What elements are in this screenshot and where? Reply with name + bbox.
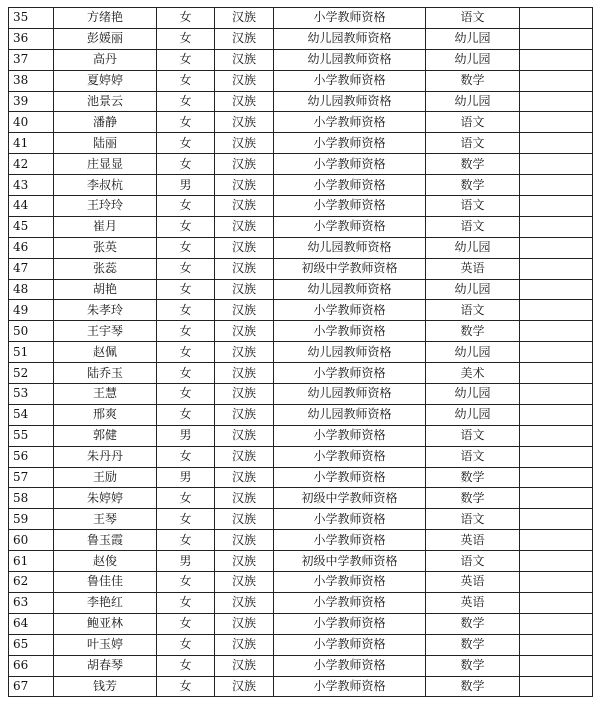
- sex-cell: 女: [157, 154, 215, 175]
- ethnicity-cell: 汉族: [215, 258, 274, 279]
- sex-cell: 女: [157, 216, 215, 237]
- qualification-cell: 小学教师资格: [274, 8, 426, 29]
- empty-cell: [520, 154, 593, 175]
- empty-cell: [520, 467, 593, 488]
- ethnicity-cell: 汉族: [215, 70, 274, 91]
- table-row: [9, 676, 593, 697]
- name-cell: 方绪艳: [54, 8, 157, 29]
- sex-cell: 女: [157, 404, 215, 425]
- sex-cell: 女: [157, 28, 215, 49]
- empty-cell: [520, 112, 593, 133]
- qualification-cell: 幼儿园教师资格: [274, 404, 426, 425]
- ethnicity-cell: 汉族: [215, 154, 274, 175]
- table-row: [9, 154, 593, 175]
- ethnicity-cell: 汉族: [215, 572, 274, 593]
- table-row: [9, 28, 593, 49]
- name-cell: 李叔杭: [54, 175, 157, 196]
- subject-cell: 语文: [426, 551, 520, 572]
- empty-cell: [520, 592, 593, 613]
- name-cell: 邢爽: [54, 404, 157, 425]
- ethnicity-cell: 汉族: [215, 488, 274, 509]
- table-row: [9, 216, 593, 237]
- sex-cell: 女: [157, 258, 215, 279]
- table-row: [9, 237, 593, 258]
- ethnicity-cell: 汉族: [215, 446, 274, 467]
- name-cell: 胡春琴: [54, 655, 157, 676]
- row-number-cell: 58: [9, 488, 54, 509]
- table-row: [9, 70, 593, 91]
- subject-cell: 美术: [426, 363, 520, 384]
- row-number-cell: 37: [9, 49, 54, 70]
- qualification-cell: 幼儿园教师资格: [274, 342, 426, 363]
- empty-cell: [520, 196, 593, 217]
- qualification-cell: 小学教师资格: [274, 467, 426, 488]
- subject-cell: 数学: [426, 676, 520, 697]
- row-number-cell: 41: [9, 133, 54, 154]
- ethnicity-cell: 汉族: [215, 91, 274, 112]
- subject-cell: 幼儿园: [426, 237, 520, 258]
- subject-cell: 数学: [426, 655, 520, 676]
- empty-cell: [520, 425, 593, 446]
- sex-cell: 女: [157, 655, 215, 676]
- subject-cell: 数学: [426, 175, 520, 196]
- subject-cell: 语文: [426, 8, 520, 29]
- table-row: [9, 112, 593, 133]
- table-row: [9, 300, 593, 321]
- qualification-cell: 小学教师资格: [274, 592, 426, 613]
- empty-cell: [520, 258, 593, 279]
- qualification-cell: 初级中学教师资格: [274, 551, 426, 572]
- ethnicity-cell: 汉族: [215, 363, 274, 384]
- name-cell: 王玲玲: [54, 196, 157, 217]
- subject-cell: 数学: [426, 154, 520, 175]
- row-number-cell: 45: [9, 216, 54, 237]
- qualification-cell: 小学教师资格: [274, 425, 426, 446]
- name-cell: 钱芳: [54, 676, 157, 697]
- table-row: [9, 8, 593, 29]
- table-row: [9, 488, 593, 509]
- empty-cell: [520, 363, 593, 384]
- sex-cell: 女: [157, 112, 215, 133]
- row-number-cell: 64: [9, 613, 54, 634]
- qualification-cell: 小学教师资格: [274, 446, 426, 467]
- row-number-cell: 48: [9, 279, 54, 300]
- qualification-cell: 小学教师资格: [274, 363, 426, 384]
- ethnicity-cell: 汉族: [215, 28, 274, 49]
- row-number-cell: 51: [9, 342, 54, 363]
- name-cell: 王励: [54, 467, 157, 488]
- empty-cell: [520, 488, 593, 509]
- name-cell: 叶玉婷: [54, 634, 157, 655]
- subject-cell: 英语: [426, 572, 520, 593]
- sex-cell: 女: [157, 634, 215, 655]
- subject-cell: 英语: [426, 530, 520, 551]
- ethnicity-cell: 汉族: [215, 425, 274, 446]
- table-row: [9, 258, 593, 279]
- sex-cell: 女: [157, 237, 215, 258]
- name-cell: 朱丹丹: [54, 446, 157, 467]
- table-row: [9, 321, 593, 342]
- row-number-cell: 65: [9, 634, 54, 655]
- name-cell: 高丹: [54, 49, 157, 70]
- empty-cell: [520, 300, 593, 321]
- subject-cell: 英语: [426, 258, 520, 279]
- row-number-cell: 54: [9, 404, 54, 425]
- table-row: [9, 634, 593, 655]
- ethnicity-cell: 汉族: [215, 509, 274, 530]
- table-row: [9, 467, 593, 488]
- name-cell: 池景云: [54, 91, 157, 112]
- table-row: [9, 613, 593, 634]
- ethnicity-cell: 汉族: [215, 384, 274, 405]
- sex-cell: 女: [157, 676, 215, 697]
- table-row: [9, 49, 593, 70]
- sex-cell: 女: [157, 446, 215, 467]
- sex-cell: 女: [157, 342, 215, 363]
- qualification-cell: 小学教师资格: [274, 196, 426, 217]
- table-row: [9, 572, 593, 593]
- sex-cell: 男: [157, 425, 215, 446]
- qualification-cell: 小学教师资格: [274, 676, 426, 697]
- sex-cell: 女: [157, 91, 215, 112]
- subject-cell: 语文: [426, 216, 520, 237]
- empty-cell: [520, 530, 593, 551]
- table-row: [9, 509, 593, 530]
- row-number-cell: 53: [9, 384, 54, 405]
- subject-cell: 幼儿园: [426, 384, 520, 405]
- name-cell: 庄显显: [54, 154, 157, 175]
- name-cell: 胡艳: [54, 279, 157, 300]
- sex-cell: 女: [157, 488, 215, 509]
- name-cell: 朱婷婷: [54, 488, 157, 509]
- ethnicity-cell: 汉族: [215, 655, 274, 676]
- qualification-cell: 小学教师资格: [274, 175, 426, 196]
- table-row: [9, 279, 593, 300]
- sex-cell: 女: [157, 363, 215, 384]
- name-cell: 朱孝玲: [54, 300, 157, 321]
- row-number-cell: 50: [9, 321, 54, 342]
- row-number-cell: 39: [9, 91, 54, 112]
- ethnicity-cell: 汉族: [215, 676, 274, 697]
- empty-cell: [520, 216, 593, 237]
- row-number-cell: 38: [9, 70, 54, 91]
- ethnicity-cell: 汉族: [215, 216, 274, 237]
- table-row: [9, 446, 593, 467]
- qualification-cell: 小学教师资格: [274, 634, 426, 655]
- name-cell: 赵俊: [54, 551, 157, 572]
- table-row: [9, 363, 593, 384]
- ethnicity-cell: 汉族: [215, 300, 274, 321]
- qualification-cell: 小学教师资格: [274, 154, 426, 175]
- empty-cell: [520, 655, 593, 676]
- row-number-cell: 52: [9, 363, 54, 384]
- subject-cell: 语文: [426, 112, 520, 133]
- subject-cell: 语文: [426, 446, 520, 467]
- empty-cell: [520, 634, 593, 655]
- sex-cell: 女: [157, 321, 215, 342]
- ethnicity-cell: 汉族: [215, 175, 274, 196]
- sex-cell: 女: [157, 196, 215, 217]
- empty-cell: [520, 613, 593, 634]
- qualification-cell: 小学教师资格: [274, 655, 426, 676]
- table-row: [9, 175, 593, 196]
- empty-cell: [520, 321, 593, 342]
- name-cell: 王琴: [54, 509, 157, 530]
- table-row: [9, 133, 593, 154]
- qualification-cell: 小学教师资格: [274, 70, 426, 91]
- sex-cell: 女: [157, 509, 215, 530]
- empty-cell: [520, 446, 593, 467]
- subject-cell: 幼儿园: [426, 404, 520, 425]
- qualification-cell: 小学教师资格: [274, 530, 426, 551]
- row-number-cell: 35: [9, 8, 54, 29]
- subject-cell: 幼儿园: [426, 342, 520, 363]
- subject-cell: 幼儿园: [426, 91, 520, 112]
- sex-cell: 女: [157, 279, 215, 300]
- ethnicity-cell: 汉族: [215, 133, 274, 154]
- row-number-cell: 43: [9, 175, 54, 196]
- subject-cell: 语文: [426, 300, 520, 321]
- row-number-cell: 46: [9, 237, 54, 258]
- ethnicity-cell: 汉族: [215, 404, 274, 425]
- sex-cell: 女: [157, 70, 215, 91]
- ethnicity-cell: 汉族: [215, 592, 274, 613]
- subject-cell: 幼儿园: [426, 279, 520, 300]
- ethnicity-cell: 汉族: [215, 8, 274, 29]
- row-number-cell: 67: [9, 676, 54, 697]
- ethnicity-cell: 汉族: [215, 467, 274, 488]
- subject-cell: 幼儿园: [426, 28, 520, 49]
- table-row: [9, 425, 593, 446]
- table-row: [9, 342, 593, 363]
- subject-cell: 英语: [426, 592, 520, 613]
- qualification-cell: 幼儿园教师资格: [274, 384, 426, 405]
- table-row: [9, 384, 593, 405]
- ethnicity-cell: 汉族: [215, 551, 274, 572]
- table-row: [9, 551, 593, 572]
- ethnicity-cell: 汉族: [215, 196, 274, 217]
- sex-cell: 男: [157, 175, 215, 196]
- row-number-cell: 66: [9, 655, 54, 676]
- ethnicity-cell: 汉族: [215, 112, 274, 133]
- empty-cell: [520, 279, 593, 300]
- empty-cell: [520, 572, 593, 593]
- empty-cell: [520, 551, 593, 572]
- qualification-cell: 幼儿园教师资格: [274, 49, 426, 70]
- table-row: [9, 592, 593, 613]
- empty-cell: [520, 175, 593, 196]
- name-cell: 王宇琴: [54, 321, 157, 342]
- qualification-cell: 幼儿园教师资格: [274, 28, 426, 49]
- empty-cell: [520, 342, 593, 363]
- subject-cell: 数学: [426, 613, 520, 634]
- name-cell: 陆丽: [54, 133, 157, 154]
- subject-cell: 数学: [426, 488, 520, 509]
- roster-body: [9, 8, 593, 697]
- subject-cell: 语文: [426, 425, 520, 446]
- sex-cell: 女: [157, 530, 215, 551]
- empty-cell: [520, 49, 593, 70]
- qualification-cell: 小学教师资格: [274, 572, 426, 593]
- row-number-cell: 61: [9, 551, 54, 572]
- subject-cell: 数学: [426, 467, 520, 488]
- qualification-cell: 幼儿园教师资格: [274, 91, 426, 112]
- ethnicity-cell: 汉族: [215, 237, 274, 258]
- empty-cell: [520, 404, 593, 425]
- subject-cell: 数学: [426, 321, 520, 342]
- sex-cell: 男: [157, 467, 215, 488]
- name-cell: 陆乔玉: [54, 363, 157, 384]
- empty-cell: [520, 237, 593, 258]
- subject-cell: 语文: [426, 509, 520, 530]
- sex-cell: 女: [157, 613, 215, 634]
- qualification-cell: 初级中学教师资格: [274, 258, 426, 279]
- ethnicity-cell: 汉族: [215, 613, 274, 634]
- qualification-cell: 小学教师资格: [274, 613, 426, 634]
- ethnicity-cell: 汉族: [215, 279, 274, 300]
- row-number-cell: 60: [9, 530, 54, 551]
- row-number-cell: 57: [9, 467, 54, 488]
- name-cell: 潘静: [54, 112, 157, 133]
- subject-cell: 数学: [426, 70, 520, 91]
- empty-cell: [520, 28, 593, 49]
- subject-cell: 语文: [426, 133, 520, 154]
- empty-cell: [520, 509, 593, 530]
- row-number-cell: 42: [9, 154, 54, 175]
- ethnicity-cell: 汉族: [215, 530, 274, 551]
- subject-cell: 幼儿园: [426, 49, 520, 70]
- name-cell: 王慧: [54, 384, 157, 405]
- name-cell: 郭健: [54, 425, 157, 446]
- name-cell: 彭媛丽: [54, 28, 157, 49]
- qualification-cell: 幼儿园教师资格: [274, 237, 426, 258]
- row-number-cell: 62: [9, 572, 54, 593]
- subject-cell: 数学: [426, 634, 520, 655]
- row-number-cell: 55: [9, 425, 54, 446]
- sex-cell: 女: [157, 300, 215, 321]
- table-row: [9, 530, 593, 551]
- qualification-cell: 小学教师资格: [274, 112, 426, 133]
- qualification-cell: 小学教师资格: [274, 321, 426, 342]
- row-number-cell: 56: [9, 446, 54, 467]
- qualification-cell: 小学教师资格: [274, 509, 426, 530]
- qualification-cell: 初级中学教师资格: [274, 488, 426, 509]
- sex-cell: 女: [157, 8, 215, 29]
- subject-cell: 语文: [426, 196, 520, 217]
- ethnicity-cell: 汉族: [215, 49, 274, 70]
- name-cell: 崔月: [54, 216, 157, 237]
- empty-cell: [520, 133, 593, 154]
- qualification-cell: 小学教师资格: [274, 133, 426, 154]
- sex-cell: 女: [157, 133, 215, 154]
- row-number-cell: 40: [9, 112, 54, 133]
- name-cell: 赵佩: [54, 342, 157, 363]
- ethnicity-cell: 汉族: [215, 634, 274, 655]
- empty-cell: [520, 91, 593, 112]
- sex-cell: 女: [157, 49, 215, 70]
- name-cell: 李艳红: [54, 592, 157, 613]
- name-cell: 鲍亚林: [54, 613, 157, 634]
- empty-cell: [520, 70, 593, 91]
- row-number-cell: 47: [9, 258, 54, 279]
- row-number-cell: 59: [9, 509, 54, 530]
- name-cell: 鲁佳佳: [54, 572, 157, 593]
- name-cell: 张蕊: [54, 258, 157, 279]
- row-number-cell: 63: [9, 592, 54, 613]
- sex-cell: 女: [157, 384, 215, 405]
- name-cell: 夏婷婷: [54, 70, 157, 91]
- empty-cell: [520, 676, 593, 697]
- table-row: [9, 655, 593, 676]
- ethnicity-cell: 汉族: [215, 342, 274, 363]
- empty-cell: [520, 384, 593, 405]
- table-row: [9, 196, 593, 217]
- qualification-cell: 小学教师资格: [274, 216, 426, 237]
- teacher-roster-table: [8, 7, 593, 697]
- sex-cell: 女: [157, 572, 215, 593]
- name-cell: 张英: [54, 237, 157, 258]
- empty-cell: [520, 8, 593, 29]
- table-row: [9, 91, 593, 112]
- row-number-cell: 36: [9, 28, 54, 49]
- row-number-cell: 49: [9, 300, 54, 321]
- table-row: [9, 404, 593, 425]
- qualification-cell: 小学教师资格: [274, 300, 426, 321]
- ethnicity-cell: 汉族: [215, 321, 274, 342]
- sex-cell: 女: [157, 592, 215, 613]
- row-number-cell: 44: [9, 196, 54, 217]
- name-cell: 鲁玉霞: [54, 530, 157, 551]
- sex-cell: 男: [157, 551, 215, 572]
- qualification-cell: 幼儿园教师资格: [274, 279, 426, 300]
